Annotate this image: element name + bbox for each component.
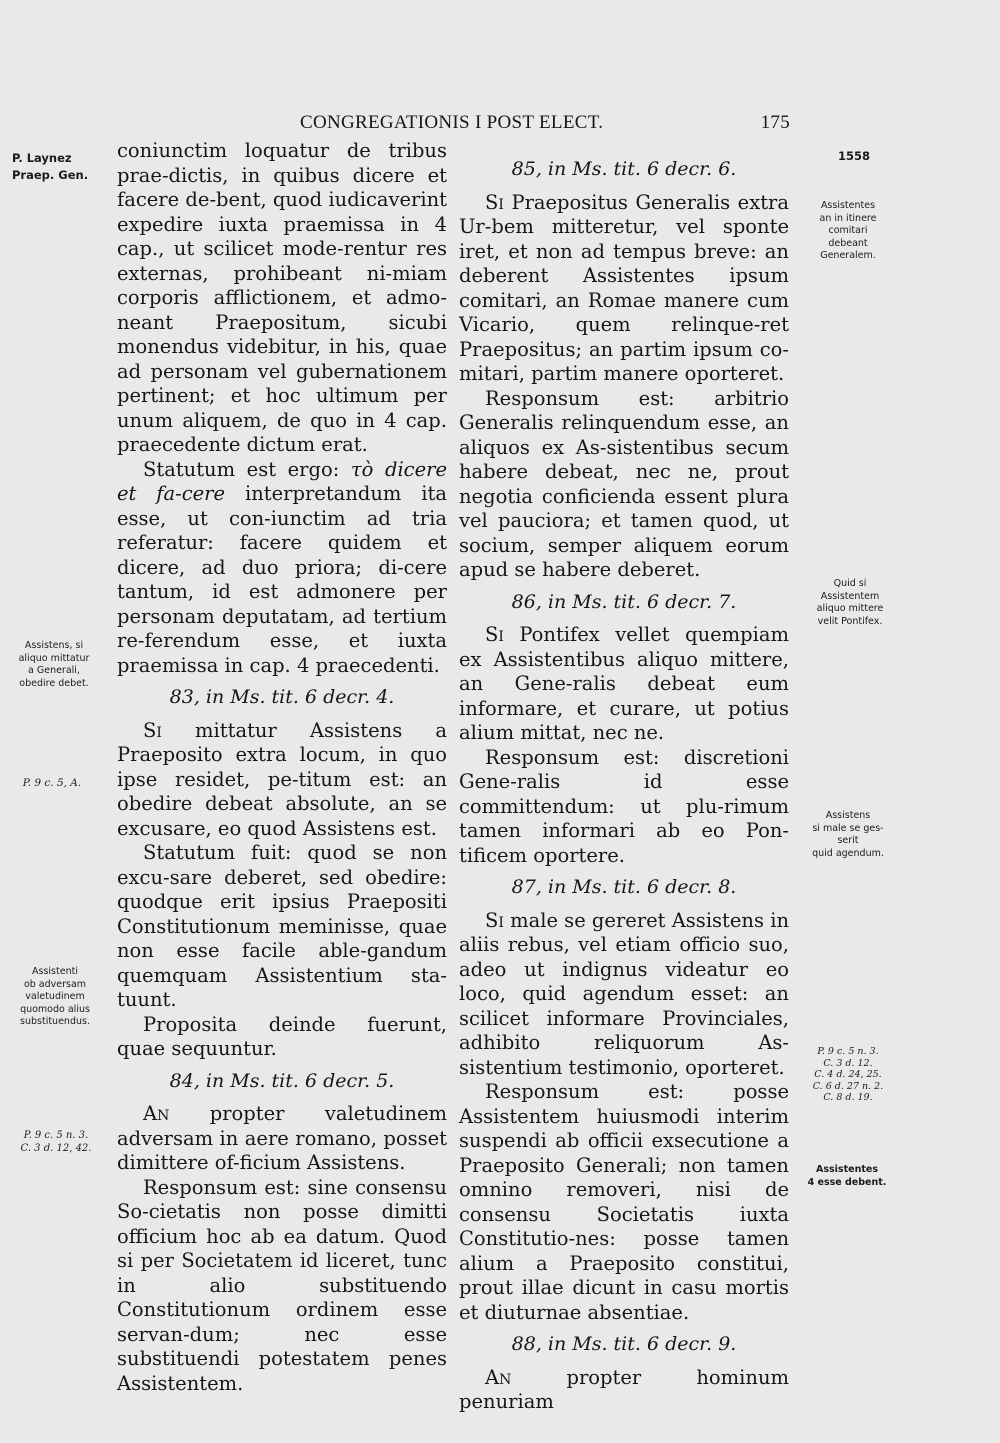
- margin-year: 1558: [837, 149, 870, 163]
- paragraph: Si Pontifex vellet quempiam ex Assistentibus aliquo mittere, an Gene-ralis debeat eum informare, et curare, ut potius alium mittat, nec ne.: [459, 623, 789, 744]
- paragraph: Statutum est ergo: τὸ dicere et fa-cere interpretandum ita esse, ut con-iunctim ad tria referatur: facere quidem et dicere, ad duo priora; di-cere tantum, id est admonere per personam deputatam, ad tertium re-ferendum esse, et iuxta praemissa in cap. 4 praecedenti.: [117, 457, 447, 677]
- running-header: [300, 112, 790, 142]
- margin-author: P. Laynez Praep. Gen.: [12, 151, 89, 182]
- right-column: [459, 139, 789, 1415]
- margin-ref-1: P. 9 c. 5, A.: [22, 777, 82, 789]
- paragraph: coniunctim loquatur de tribus prae-dictis, in quibus dicere et facere de-bent, quod iudicaverint expedire iuxta praemissa in 4 cap., ut scilicet mode-rentur res externas, prohibeant ni-miam corporis afflictionem, et admo-neant Praepositum, sicubi monendus videbitur, in his, quae ad personam vel gubernationem pertinent; et hoc ultimum per unum aliquem, de quo in 4 cap. praecedente dictum erat.: [117, 139, 447, 456]
- section-heading: 84, in Ms. tit. 6 decr. 5.: [169, 1069, 395, 1092]
- margin-note-substitution: Assistenti ob adversam valetudinem quomodo alius substituendus.: [20, 966, 90, 1027]
- section-heading: 88, in Ms. tit. 6 decr. 9.: [511, 1333, 737, 1355]
- paragraph: Responsum est: posse Assistentem huiusmodi interim suspendi ab officii exsecutione a Praeposito Generali; non tamen omnino removeri, nisi de consensu Societatis iuxta Constitutio-nes: posse tamen alium a Praeposito constitui, prout illae dicunt in casu mortis et diuturnae absentiae.: [459, 1080, 789, 1324]
- left-column: [117, 139, 447, 1396]
- paragraph: Statutum fuit: quod se non excu-sare deberet, sed obedire: quodque erit ipsius Praepositi Constitutionum meminisse, quae non esse facile able-gandum quemquam Assistentium sta-tuunt.: [117, 841, 447, 1011]
- section-heading: 83, in Ms. tit. 6 decr. 4.: [169, 686, 395, 708]
- paragraph: An propter valetudinem adversam in aere romano, posset dimittere of-ficium Assistens.: [117, 1102, 447, 1174]
- section-heading: 85, in Ms. tit. 6 decr. 6.: [511, 158, 737, 180]
- margin-ref-2: P. 9 c. 5 n. 3. C. 3 d. 12, 42.: [20, 1130, 92, 1154]
- running-title: CONGREGATIONIS I POST ELECT.: [300, 112, 604, 133]
- paragraph: An propter hominum penuriam: [459, 1365, 789, 1413]
- margin-ref-3: P. 9 c. 5 n. 3. C. 3 d. 12. C. 4 d. 24, 25. C. 6 d. 27 n. 2. C. 8 d. 19.: [812, 1046, 884, 1103]
- paragraph: Si mittatur Assistens a Praeposito extra locum, in quo ipse residet, pe-titum est: an obedire debeat absolute, an se excusare, eo quod Assistens est.: [117, 718, 447, 840]
- paragraph: Responsum est: discretioni Gene-ralis id esse committendum: ut plu-rimum tamen informari ab eo Pon-tificem oportere.: [459, 745, 789, 867]
- paragraph: Proposita deinde fuerunt, quae sequuntur.: [117, 1012, 447, 1060]
- margin-note-obedience: Assistens, si aliquo mittatur a Generali, obedire debet.: [18, 640, 90, 689]
- margin-note-four: Assistentes 4 esse debent.: [807, 1164, 887, 1188]
- paragraph: Si male se gereret Assistens in aliis rebus, vel etiam officio suo, adeo ut indignus videatur eo loco, quid agendum esset: an scilicet informare Provinciales, adhibito reliquorum As-sistentium testimonio, oporteret.: [459, 908, 789, 1079]
- paragraph: Responsum est: arbitrio Generalis relinquendum esse, an aliquos ex As-sistentibus secum habere debeat, nec ne, prout negotia conficienda essent plura vel pauciora; et tamen quod, ut socium, semper aliquem eorum apud se habere deberet.: [459, 386, 789, 581]
- section-heading: 86, in Ms. tit. 6 decr. 7.: [511, 590, 737, 613]
- margin-note-pontiff: Quid si Assistentem aliquo mittere velit Pontifex.: [816, 578, 884, 627]
- page-number: 175: [760, 112, 790, 133]
- section-heading: 87, in Ms. tit. 6 decr. 8.: [511, 876, 737, 898]
- margin-note-misconduct: Assistens si male se ges- serit quid agendum.: [812, 810, 884, 859]
- paragraph: Si Praepositus Generalis extra Ur-bem mitteretur, vel sponte iret, et non ad tempus breve: an deberent Assistentes ipsum comitari, an Romae manere cum Vicario, quem relinque-ret Praepositus; an partim ipsum co-mitari, partim manere oporteret.: [459, 190, 789, 385]
- margin-note-accompany: Assistentes an in itinere comitari debeant Generalem.: [819, 200, 877, 261]
- paragraph: Responsum est: sine consensu So-cietatis non posse dimitti officium hoc ab ea datum. Quod si per Societatem id liceret, tunc in alio substituendo Constitutionum ordinem esse servan-dum; nec esse substituendi potestatem penes Assistentem.: [117, 1175, 447, 1395]
